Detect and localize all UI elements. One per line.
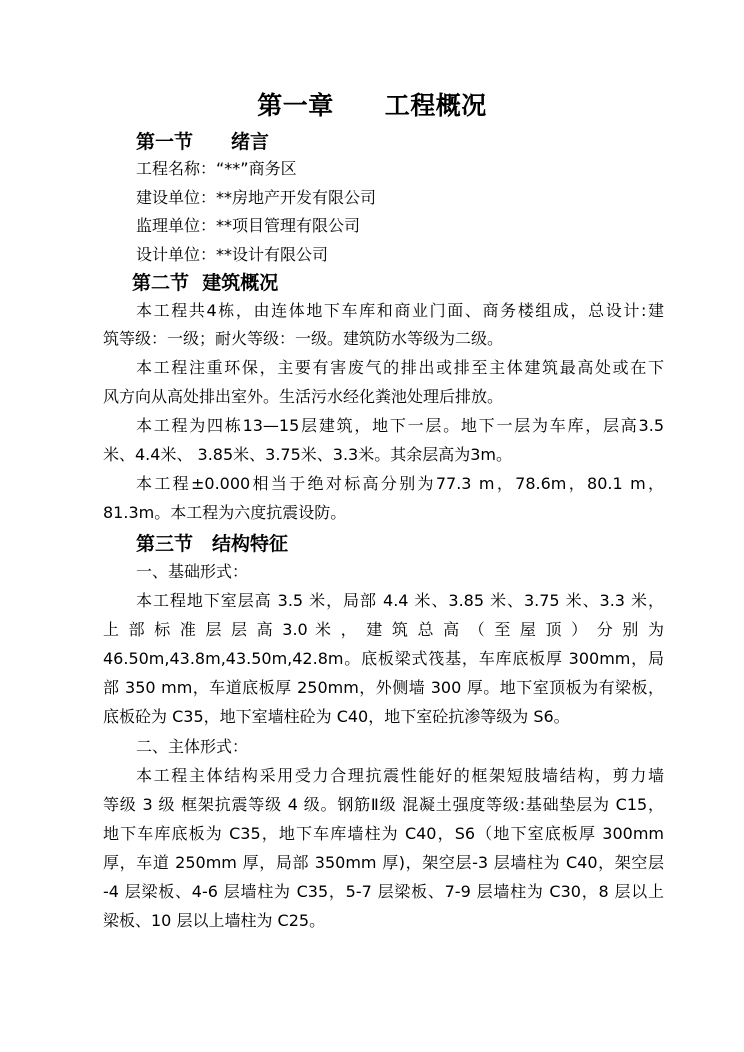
paragraph-line: -4 层梁板、4-6 层墙柱为 C35，5-7 层梁板、7-9 层墙柱为 C30，8 层以上: [103, 882, 664, 901]
paragraph-line: 本工程共4栋，由连体地下车库和商业门面、商务楼组成，总设计:建: [136, 301, 664, 320]
paragraph-line: 46.50m,43.8m,43.50m,42.8m。底板梁式筏基，车库底板厚 300mm，局: [103, 649, 664, 668]
paragraph-line: 本工程±0.000相当于绝对标高分别为77.3 m，78.6m，80.1 m，: [136, 474, 664, 493]
builder-line: 建设单位：**房地产开发有限公司: [136, 188, 377, 207]
chapter-title: 第一章 工程概况: [257, 91, 487, 120]
paragraph-line: 上 部 标 准 层 层 高 3.0 米 ， 建 筑 总 高 （ 至 屋 顶 ） 分 别 为: [103, 620, 664, 639]
paragraph-line: 梁板、10 层以上墙柱为 C25。: [103, 911, 326, 930]
section-2-heading: 第二节 建筑概况: [132, 272, 279, 294]
paragraph-line: 部 350 mm，车道底板厚 250mm，外侧墙 300 厚。地下室顶板为有梁板，: [103, 678, 664, 697]
paragraph-line: 地下车库底板为 C35，地下车库墙柱为 C40，S6（地下室底板厚 300mm: [103, 824, 664, 843]
paragraph-line: 本工程主体结构采用受力合理抗震性能好的框架短肢墙结构，剪力墙: [136, 766, 664, 785]
paragraph-line: 等级 3 级 框架抗震等级 4 级。钢筋Ⅱ级 混凝土强度等级:基础垫层为 C15，: [103, 795, 664, 814]
paragraph-line: 风方向从高处排出室外。生活污水经化粪池处理后排放。: [103, 387, 504, 406]
paragraph-line: 本工程注重环保，主要有害废气的排出或排至主体建筑最高处或在下: [136, 358, 664, 377]
section-1-heading: 第一节 绪言: [136, 131, 270, 153]
paragraph-line: 81.3m。本工程为六度抗震设防。: [103, 503, 347, 522]
section-3-heading: 第三节 结构特征: [136, 533, 289, 555]
paragraph-line: 米、4.4米、 3.85米、3.75米、3.3米。其余层高为3m。: [103, 445, 512, 464]
designer-line: 设计单位：**设计有限公司: [136, 245, 329, 264]
project-name-line: 工程名称：“**”商务区: [136, 159, 297, 178]
subheading-main-structure: 二、主体形式：: [136, 737, 249, 756]
supervisor-line: 监理单位：**项目管理有限公司: [136, 216, 361, 235]
paragraph-line: 本工程地下室层高 3.5 米，局部 4.4 米、3.85 米、3.75 米、3.3 米，: [136, 591, 664, 610]
paragraph-line: 本工程为四栋13—15层建筑，地下一层。地下一层为车库，层高3.5: [136, 416, 664, 435]
paragraph-line: 底板砼为 C35，地下室墙柱砼为 C40，地下室砼抗渗等级为 S6。: [103, 707, 570, 726]
subheading-foundation: 一、基础形式：: [136, 562, 249, 581]
paragraph-line: 筑等级：一级；耐火等级：一级。建筑防水等级为二级。: [103, 329, 504, 348]
paragraph-line: 厚，车道 250mm 厚，局部 350mm 厚)，架空层-3 层墙柱为 C40，架空层: [103, 853, 664, 872]
